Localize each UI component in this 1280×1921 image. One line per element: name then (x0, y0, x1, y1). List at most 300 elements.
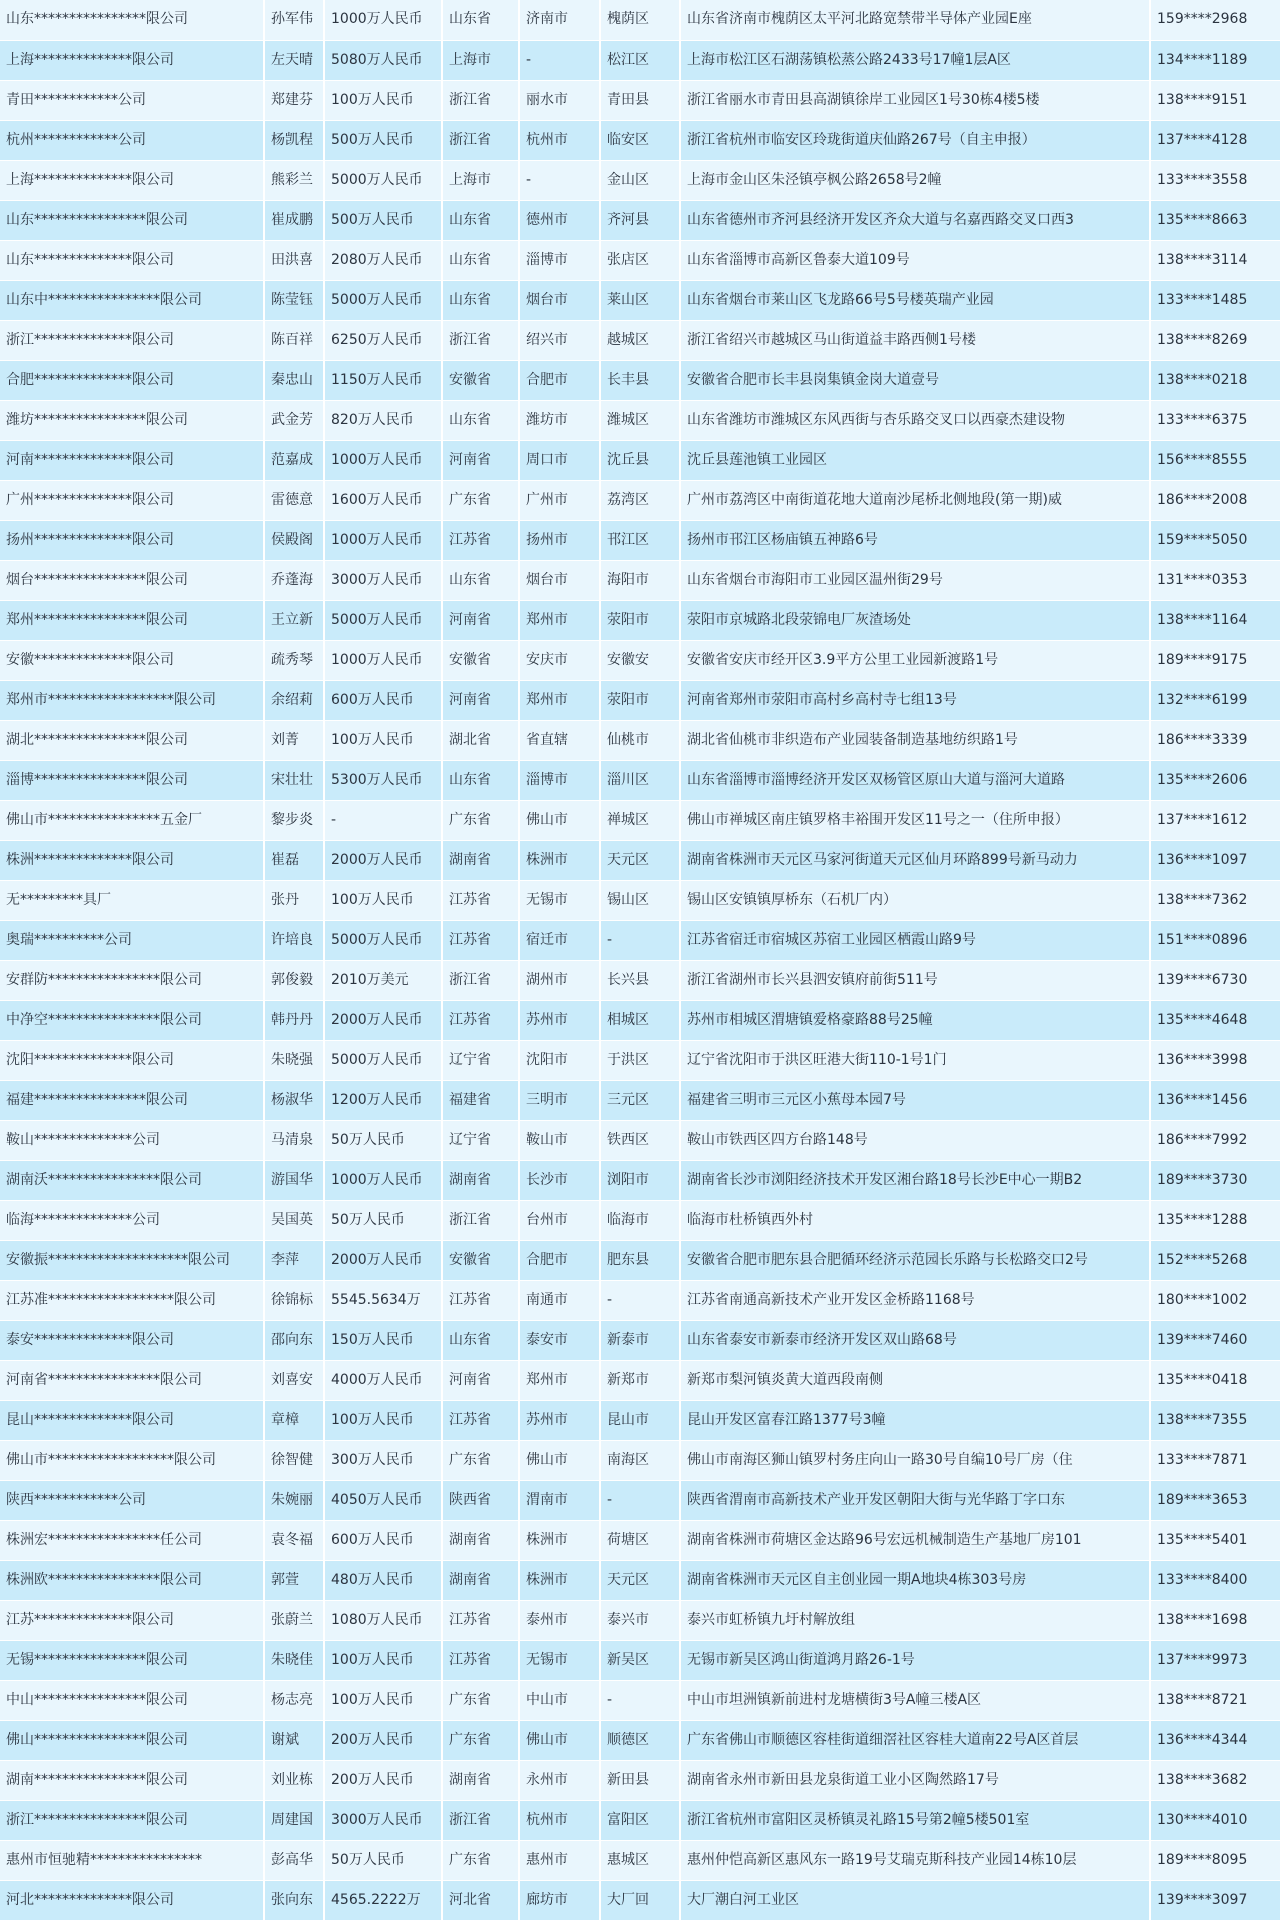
address-cell: 江苏省南通高新技术产业开发区金桥路1168号 (680, 1280, 1150, 1320)
table-row (0, 680, 1280, 720)
company-name-cell: 浙江**************限公司 (0, 320, 264, 360)
province-cell: 江苏省 (442, 520, 519, 560)
address-cell: 陕西省渭南市高新技术产业开发区朝阳大街与光华路丁字口东 (680, 1480, 1150, 1520)
city-cell: 潍坊市 (519, 400, 600, 440)
legal-rep-cell: 谢斌 (264, 1720, 324, 1760)
legal-rep-cell: 朱婉丽 (264, 1480, 324, 1520)
phone-cell: 133****1485 (1150, 280, 1280, 320)
legal-rep-cell: 马清泉 (264, 1120, 324, 1160)
city-cell: 广州市 (519, 480, 600, 520)
district-cell: 荥阳市 (600, 600, 680, 640)
table-row (0, 1000, 1280, 1040)
legal-rep-cell: 杨凯程 (264, 120, 324, 160)
legal-rep-cell: 崔磊 (264, 840, 324, 880)
legal-rep-cell: 刘业栋 (264, 1760, 324, 1800)
address-cell: 临海市杜桥镇西外村 (680, 1200, 1150, 1240)
city-cell: 株洲市 (519, 1520, 600, 1560)
district-cell: 长兴县 (600, 960, 680, 1000)
province-cell: 浙江省 (442, 120, 519, 160)
address-cell: 荥阳市京城路北段荥锦电厂灰渣场处 (680, 600, 1150, 640)
table-row (0, 560, 1280, 600)
legal-rep-cell: 袁冬福 (264, 1520, 324, 1560)
district-cell: 大厂回 (600, 1880, 680, 1920)
city-cell: 德州市 (519, 200, 600, 240)
address-cell: 广州市荔湾区中南街道花地大道南沙尾桥北侧地段(第一期)威 (680, 480, 1150, 520)
city-cell: 省直辖 (519, 720, 600, 760)
table-row (0, 1680, 1280, 1720)
table-row (0, 1840, 1280, 1880)
registered-capital-cell: 5080万人民币 (324, 40, 442, 80)
company-name-cell: 株洲**************限公司 (0, 840, 264, 880)
district-cell: 荷塘区 (600, 1520, 680, 1560)
registered-capital-cell: 200万人民币 (324, 1760, 442, 1800)
city-cell: 苏州市 (519, 1000, 600, 1040)
table-row (0, 1240, 1280, 1280)
registered-capital-cell: 5545.5634万 (324, 1280, 442, 1320)
legal-rep-cell: 郑建芬 (264, 80, 324, 120)
city-cell: 郑州市 (519, 1360, 600, 1400)
table-row (0, 1520, 1280, 1560)
province-cell: 湖南省 (442, 1560, 519, 1600)
district-cell: 天元区 (600, 1560, 680, 1600)
table-row (0, 1080, 1280, 1120)
city-cell: 无锡市 (519, 1640, 600, 1680)
legal-rep-cell: 武金芳 (264, 400, 324, 440)
province-cell: 浙江省 (442, 1200, 519, 1240)
legal-rep-cell: 韩丹丹 (264, 1000, 324, 1040)
city-cell: 杭州市 (519, 1800, 600, 1840)
registered-capital-cell: 600万人民币 (324, 1520, 442, 1560)
phone-cell: 189****3730 (1150, 1160, 1280, 1200)
registered-capital-cell: 2010万美元 (324, 960, 442, 1000)
province-cell: 河南省 (442, 680, 519, 720)
city-cell: 合肥市 (519, 1240, 600, 1280)
company-name-cell: 河北**************限公司 (0, 1880, 264, 1920)
city-cell: 绍兴市 (519, 320, 600, 360)
province-cell: 浙江省 (442, 320, 519, 360)
city-cell: 三明市 (519, 1080, 600, 1120)
registered-capital-cell: 300万人民币 (324, 1440, 442, 1480)
district-cell: 青田县 (600, 80, 680, 120)
phone-cell: 133****6375 (1150, 400, 1280, 440)
address-cell: 浙江省湖州市长兴县泗安镇府前街511号 (680, 960, 1150, 1000)
phone-cell: 132****6199 (1150, 680, 1280, 720)
table-row (0, 160, 1280, 200)
district-cell: 三元区 (600, 1080, 680, 1120)
legal-rep-cell: 彭高华 (264, 1840, 324, 1880)
province-cell: 江苏省 (442, 1600, 519, 1640)
table-row (0, 1120, 1280, 1160)
district-cell: 齐河县 (600, 200, 680, 240)
district-cell: 铁西区 (600, 1120, 680, 1160)
legal-rep-cell: 黎步炎 (264, 800, 324, 840)
registered-capital-cell: 5300万人民币 (324, 760, 442, 800)
province-cell: 江苏省 (442, 920, 519, 960)
district-cell: - (600, 1480, 680, 1520)
company-name-cell: 合肥**************限公司 (0, 360, 264, 400)
city-cell: 佛山市 (519, 1440, 600, 1480)
legal-rep-cell: 张向东 (264, 1880, 324, 1920)
company-name-cell: 湖北****************限公司 (0, 720, 264, 760)
province-cell: 陕西省 (442, 1480, 519, 1520)
province-cell: 浙江省 (442, 960, 519, 1000)
table-row (0, 1320, 1280, 1360)
district-cell: - (600, 1280, 680, 1320)
company-name-cell: 泰安**************限公司 (0, 1320, 264, 1360)
city-cell: 合肥市 (519, 360, 600, 400)
address-cell: 大厂潮白河工业区 (680, 1880, 1150, 1920)
registered-capital-cell: 1000万人民币 (324, 1160, 442, 1200)
address-cell: 锡山区安镇镇厚桥东（石机厂内） (680, 880, 1150, 920)
district-cell: 临海市 (600, 1200, 680, 1240)
legal-rep-cell: 田洪喜 (264, 240, 324, 280)
city-cell: 淄博市 (519, 760, 600, 800)
company-name-cell: 山东****************限公司 (0, 0, 264, 40)
phone-cell: 138****3114 (1150, 240, 1280, 280)
registered-capital-cell: 5000万人民币 (324, 600, 442, 640)
district-cell: 于洪区 (600, 1040, 680, 1080)
registered-capital-cell: 200万人民币 (324, 1720, 442, 1760)
phone-cell: 159****5050 (1150, 520, 1280, 560)
district-cell: 潍城区 (600, 400, 680, 440)
registered-capital-cell: 820万人民币 (324, 400, 442, 440)
table-row (0, 320, 1280, 360)
district-cell: 金山区 (600, 160, 680, 200)
address-cell: 山东省德州市齐河县经济开发区齐众大道与名嘉西路交叉口西3 (680, 200, 1150, 240)
phone-cell: 135****5401 (1150, 1520, 1280, 1560)
province-cell: 上海市 (442, 40, 519, 80)
table-row (0, 1560, 1280, 1600)
district-cell: 越城区 (600, 320, 680, 360)
company-name-cell: 潍坊****************限公司 (0, 400, 264, 440)
address-cell: 上海市金山区朱泾镇亭枫公路2658号2幢 (680, 160, 1150, 200)
province-cell: 河南省 (442, 600, 519, 640)
table-row (0, 1600, 1280, 1640)
city-cell: 永州市 (519, 1760, 600, 1800)
phone-cell: 186****7992 (1150, 1120, 1280, 1160)
province-cell: 江苏省 (442, 1400, 519, 1440)
address-cell: 山东省泰安市新泰市经济开发区双山路68号 (680, 1320, 1150, 1360)
company-name-cell: 中山****************限公司 (0, 1680, 264, 1720)
registered-capital-cell: 500万人民币 (324, 120, 442, 160)
province-cell: 福建省 (442, 1080, 519, 1120)
phone-cell: 136****1456 (1150, 1080, 1280, 1120)
province-cell: 广东省 (442, 1840, 519, 1880)
company-name-cell: 奥瑞**********公司 (0, 920, 264, 960)
legal-rep-cell: 徐锦标 (264, 1280, 324, 1320)
table-row (0, 40, 1280, 80)
district-cell: 顺德区 (600, 1720, 680, 1760)
table-row (0, 1160, 1280, 1200)
company-name-cell: 安群防****************限公司 (0, 960, 264, 1000)
company-name-cell: 河南**************限公司 (0, 440, 264, 480)
district-cell: 海阳市 (600, 560, 680, 600)
registered-capital-cell: 3000万人民币 (324, 1800, 442, 1840)
registered-capital-cell: 100万人民币 (324, 80, 442, 120)
address-cell: 昆山开发区富春江路1377号3幢 (680, 1400, 1150, 1440)
company-name-cell: 江苏**************限公司 (0, 1600, 264, 1640)
district-cell: 淄川区 (600, 760, 680, 800)
registered-capital-cell: 50万人民币 (324, 1120, 442, 1160)
address-cell: 湖南省长沙市浏阳经济技术开发区湘台路18号长沙E中心一期B2 (680, 1160, 1150, 1200)
district-cell: 新郑市 (600, 1360, 680, 1400)
registered-capital-cell: 5000万人民币 (324, 280, 442, 320)
legal-rep-cell: 熊彩兰 (264, 160, 324, 200)
table-row (0, 920, 1280, 960)
district-cell: 惠城区 (600, 1840, 680, 1880)
city-cell: 周口市 (519, 440, 600, 480)
table-row (0, 360, 1280, 400)
city-cell: 沈阳市 (519, 1040, 600, 1080)
province-cell: 安徽省 (442, 640, 519, 680)
address-cell: 浙江省绍兴市越城区马山街道益丰路西侧1号楼 (680, 320, 1150, 360)
city-cell: 台州市 (519, 1200, 600, 1240)
table-row (0, 800, 1280, 840)
company-name-cell: 福建****************限公司 (0, 1080, 264, 1120)
address-cell: 苏州市相城区渭塘镇爱格豪路88号25幢 (680, 1000, 1150, 1040)
district-cell: 沈丘县 (600, 440, 680, 480)
district-cell: - (600, 920, 680, 960)
company-name-cell: 中净空****************限公司 (0, 1000, 264, 1040)
phone-cell: 189****3653 (1150, 1480, 1280, 1520)
city-cell: 株洲市 (519, 840, 600, 880)
city-cell: 南通市 (519, 1280, 600, 1320)
company-name-cell: 惠州市恒驰精**************** (0, 1840, 264, 1880)
company-name-cell: 扬州**************限公司 (0, 520, 264, 560)
legal-rep-cell: 许培良 (264, 920, 324, 960)
phone-cell: 136****3998 (1150, 1040, 1280, 1080)
city-cell: 泰安市 (519, 1320, 600, 1360)
city-cell: 安庆市 (519, 640, 600, 680)
legal-rep-cell: 张丹 (264, 880, 324, 920)
company-name-cell: 广州**************限公司 (0, 480, 264, 520)
table-row (0, 480, 1280, 520)
phone-cell: 138****3682 (1150, 1760, 1280, 1800)
city-cell: 佛山市 (519, 1720, 600, 1760)
district-cell: 南海区 (600, 1440, 680, 1480)
province-cell: 浙江省 (442, 1800, 519, 1840)
district-cell: 富阳区 (600, 1800, 680, 1840)
legal-rep-cell: 疏秀琴 (264, 640, 324, 680)
phone-cell: 133****7871 (1150, 1440, 1280, 1480)
phone-cell: 138****8721 (1150, 1680, 1280, 1720)
phone-cell: 136****1097 (1150, 840, 1280, 880)
province-cell: 湖北省 (442, 720, 519, 760)
table-row (0, 520, 1280, 560)
phone-cell: 139****3097 (1150, 1880, 1280, 1920)
phone-cell: 130****4010 (1150, 1800, 1280, 1840)
city-cell: - (519, 160, 600, 200)
company-name-cell: 鞍山**************公司 (0, 1120, 264, 1160)
legal-rep-cell: 朱晓佳 (264, 1640, 324, 1680)
address-cell: 新郑市梨河镇炎黄大道西段南侧 (680, 1360, 1150, 1400)
company-name-cell: 株洲欧****************限公司 (0, 1560, 264, 1600)
company-name-cell: 浙江****************限公司 (0, 1800, 264, 1840)
registered-capital-cell: 1000万人民币 (324, 440, 442, 480)
registered-capital-cell: 2000万人民币 (324, 1240, 442, 1280)
registered-capital-cell: 1000万人民币 (324, 640, 442, 680)
company-name-cell: 青田************公司 (0, 80, 264, 120)
province-cell: 山东省 (442, 0, 519, 40)
company-name-cell: 上海**************限公司 (0, 40, 264, 80)
legal-rep-cell: 朱晓强 (264, 1040, 324, 1080)
province-cell: 山东省 (442, 200, 519, 240)
province-cell: 湖南省 (442, 840, 519, 880)
table-row (0, 400, 1280, 440)
legal-rep-cell: 陈莹钰 (264, 280, 324, 320)
province-cell: 河南省 (442, 440, 519, 480)
table-row (0, 200, 1280, 240)
registered-capital-cell: 150万人民币 (324, 1320, 442, 1360)
company-name-cell: 山东中****************限公司 (0, 280, 264, 320)
phone-cell: 131****0353 (1150, 560, 1280, 600)
district-cell: 肥东县 (600, 1240, 680, 1280)
table-row (0, 840, 1280, 880)
address-cell: 福建省三明市三元区小蕉母本园7号 (680, 1080, 1150, 1120)
phone-cell: 138****1698 (1150, 1600, 1280, 1640)
phone-cell: 135****4648 (1150, 1000, 1280, 1040)
table-row (0, 960, 1280, 1000)
district-cell: 禅城区 (600, 800, 680, 840)
province-cell: 江苏省 (442, 1000, 519, 1040)
legal-rep-cell: 余绍莉 (264, 680, 324, 720)
district-cell: 泰兴市 (600, 1600, 680, 1640)
address-cell: 安徽省合肥市肥东县合肥循环经济示范园长乐路与长松路交口2号 (680, 1240, 1150, 1280)
registered-capital-cell: 4050万人民币 (324, 1480, 442, 1520)
province-cell: 浙江省 (442, 80, 519, 120)
address-cell: 山东省淄博市淄博经济开发区双杨管区原山大道与淄河大道路 (680, 760, 1150, 800)
registered-capital-cell: 1150万人民币 (324, 360, 442, 400)
phone-cell: 137****1612 (1150, 800, 1280, 840)
district-cell: 浏阳市 (600, 1160, 680, 1200)
address-cell: 鞍山市铁西区四方台路148号 (680, 1120, 1150, 1160)
registered-capital-cell: 5000万人民币 (324, 160, 442, 200)
city-cell: 泰州市 (519, 1600, 600, 1640)
city-cell: 无锡市 (519, 880, 600, 920)
table-row (0, 1800, 1280, 1840)
company-name-cell: 株洲宏****************任公司 (0, 1520, 264, 1560)
address-cell: 山东省烟台市海阳市工业园区温州街29号 (680, 560, 1150, 600)
table-row (0, 1280, 1280, 1320)
province-cell: 山东省 (442, 760, 519, 800)
city-cell: 惠州市 (519, 1840, 600, 1880)
company-name-cell: 佛山市****************五金厂 (0, 800, 264, 840)
district-cell: 锡山区 (600, 880, 680, 920)
province-cell: 河北省 (442, 1880, 519, 1920)
phone-cell: 180****1002 (1150, 1280, 1280, 1320)
district-cell: 邗江区 (600, 520, 680, 560)
province-cell: 湖南省 (442, 1520, 519, 1560)
legal-rep-cell: 陈百祥 (264, 320, 324, 360)
address-cell: 惠州仲恺高新区惠风东一路19号艾瑞克斯科技产业园14栋10层 (680, 1840, 1150, 1880)
province-cell: 山东省 (442, 560, 519, 600)
district-cell: 张店区 (600, 240, 680, 280)
address-cell: 辽宁省沈阳市于洪区旺港大街110-1号1门 (680, 1040, 1150, 1080)
table-row (0, 120, 1280, 160)
phone-cell: 133****3558 (1150, 160, 1280, 200)
province-cell: 上海市 (442, 160, 519, 200)
phone-cell: 135****8663 (1150, 200, 1280, 240)
phone-cell: 139****7460 (1150, 1320, 1280, 1360)
table-row (0, 1720, 1280, 1760)
phone-cell: 137****9973 (1150, 1640, 1280, 1680)
city-cell: 郑州市 (519, 680, 600, 720)
table-row (0, 1360, 1280, 1400)
address-cell: 湖南省株洲市天元区马家河街道天元区仙月环路899号新马动力 (680, 840, 1150, 880)
legal-rep-cell: 王立新 (264, 600, 324, 640)
city-cell: 烟台市 (519, 560, 600, 600)
phone-cell: 159****2968 (1150, 0, 1280, 40)
city-cell: 苏州市 (519, 1400, 600, 1440)
district-cell: 新泰市 (600, 1320, 680, 1360)
city-cell: 株洲市 (519, 1560, 600, 1600)
legal-rep-cell: 崔成鹏 (264, 200, 324, 240)
phone-cell: 186****3339 (1150, 720, 1280, 760)
phone-cell: 186****2008 (1150, 480, 1280, 520)
province-cell: 河南省 (442, 1360, 519, 1400)
table-row (0, 600, 1280, 640)
district-cell: 临安区 (600, 120, 680, 160)
legal-rep-cell: 雷德意 (264, 480, 324, 520)
table-row (0, 240, 1280, 280)
city-cell: 渭南市 (519, 1480, 600, 1520)
registered-capital-cell: 600万人民币 (324, 680, 442, 720)
phone-cell: 139****6730 (1150, 960, 1280, 1000)
address-cell: 江苏省宿迁市宿城区苏宿工业园区栖霞山路9号 (680, 920, 1150, 960)
address-cell: 佛山市禅城区南庄镇罗格丰裕围开发区11号之一（住所申报） (680, 800, 1150, 840)
table-row (0, 1480, 1280, 1520)
legal-rep-cell: 秦忠山 (264, 360, 324, 400)
phone-cell: 138****8269 (1150, 320, 1280, 360)
registered-capital-cell: 2080万人民币 (324, 240, 442, 280)
company-name-cell: 临海**************公司 (0, 1200, 264, 1240)
registered-capital-cell: 50万人民币 (324, 1200, 442, 1240)
phone-cell: 189****8095 (1150, 1840, 1280, 1880)
legal-rep-cell: 刘喜安 (264, 1360, 324, 1400)
registered-capital-cell: 4565.2222万 (324, 1880, 442, 1920)
address-cell: 泰兴市虹桥镇九圩村解放组 (680, 1600, 1150, 1640)
district-cell: 新田县 (600, 1760, 680, 1800)
company-name-cell: 佛山市******************限公司 (0, 1440, 264, 1480)
phone-cell: 137****4128 (1150, 120, 1280, 160)
table-row (0, 0, 1280, 40)
city-cell: - (519, 40, 600, 80)
registered-capital-cell: 100万人民币 (324, 1640, 442, 1680)
company-name-cell: 河南省****************限公司 (0, 1360, 264, 1400)
company-name-cell: 湖南****************限公司 (0, 1760, 264, 1800)
legal-rep-cell: 徐智健 (264, 1440, 324, 1480)
address-cell: 浙江省杭州市临安区玲珑街道庆仙路267号（自主申报） (680, 120, 1150, 160)
registered-capital-cell: 1600万人民币 (324, 480, 442, 520)
table-row (0, 1880, 1280, 1920)
province-cell: 湖南省 (442, 1760, 519, 1800)
table-row (0, 80, 1280, 120)
district-cell: - (600, 1680, 680, 1720)
address-cell: 山东省济南市槐荫区太平河北路宽禁带半导体产业园E座 (680, 0, 1150, 40)
company-name-cell: 无*********具厂 (0, 880, 264, 920)
company-name-cell: 淄博****************限公司 (0, 760, 264, 800)
province-cell: 山东省 (442, 240, 519, 280)
province-cell: 山东省 (442, 280, 519, 320)
city-cell: 杭州市 (519, 120, 600, 160)
company-name-cell: 无锡****************限公司 (0, 1640, 264, 1680)
company-name-cell: 安徽振********************限公司 (0, 1240, 264, 1280)
table-row (0, 1040, 1280, 1080)
district-cell: 昆山市 (600, 1400, 680, 1440)
registered-capital-cell: 1200万人民币 (324, 1080, 442, 1120)
company-name-cell: 郑州****************限公司 (0, 600, 264, 640)
company-name-cell: 山东**************限公司 (0, 240, 264, 280)
